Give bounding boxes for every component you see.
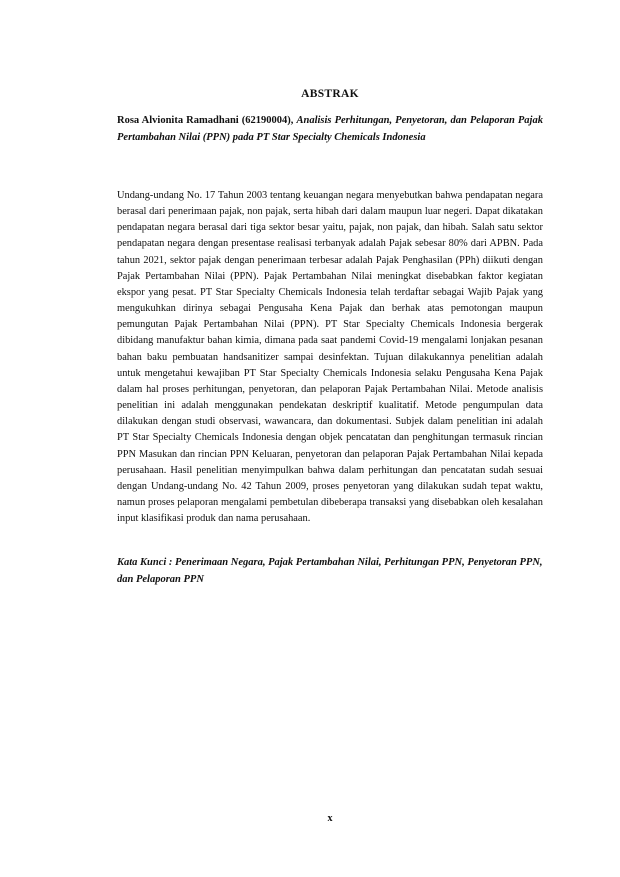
thesis-title: Analisis Perhitungan, Penyetoran, dan Pelaporan Pajak Pertambahan Nilai (PPN) pada PT Star Specialty Chemicals Indonesia: [117, 115, 543, 143]
author-name: Rosa Alvionita Ramadhani (62190004),: [117, 115, 297, 126]
abstract-body: Undang-undang No. 17 Tahun 2003 tentang keuangan negara menyebutkan bahwa pendapatan negara berasal dari penerimaan pajak, non pajak, serta hibah dari dalam maupun luar negeri. Dapat dikatakan pendapatan negara berasal dari tiga sektor besar yaitu, pajak, non pajak, dan hibah. Salah satu sektor pendapatan negara dengan presentase realisasi terbanyak adalah Pajak sebesar 80% dari APBN. Pada tahun 2021, sektor pajak dengan penerimaan terbesar adalah Pajak Penghasilan (PPh) diikuti dengan Pajak Pertambahan Nilai (PPN). Pajak Pertambahan Nilai meningkat disebabkan faktor kegiatan ekspor yang pesat. PT Star Specialty Chemicals Indonesia telah terdaftar sebagai Wajib Pajak yang mengukuhkan dirinya sebagai Pengusaha Kena Pajak dan berhak atas pemotongan maupun pemungutan Pajak Pertambahan Nilai (PPN). PT Star Specialty Chemicals Indonesia bergerak dibidang manufaktur bahan kimia, dimana pada saat pandemi Covid-19 mengalami lonjakan pesanan bahan baku pembuatan handsanitizer sampai desinfektan. Tujuan dilakukannya penelitian adalah untuk mengetahui kewajiban PT Star Specialty Chemicals Indonesia selaku Pengusaha Kena Pajak dalam hal proses perhitungan, penyetoran, dan pelaporan Pajak Pertambahan Nilai. Metode analisis penelitian ini adalah menggunakan pendekatan deskriptif kualitatif. Metode pengumpulan data dilakukan dengan studi observasi, wawancara, dan dokumentasi. Subjek dalam penelitian ini adalah PT Star Specialty Chemicals Indonesia dengan objek pencatatan dan penghitungan termasuk rincian PPN Masukan dan rincian PPN Keluaran, penyetoran dan pelaporan Pajak Pertambahan Nilai kepada perusahaan. Hasil penelitian menyimpulkan bahwa dalam perhitungan dan pencatatan sudah sesuai dengan Undang-undang No. 42 Tahun 2009, proses penyetoran yang dilakukan sudah tepat waktu, namun proses pelaporan mengalami pembetulan dibeberapa transaksi yang disebabkan oleh kesalahan input klasifikasi produk dan nama perusahaan.: [117, 190, 543, 525]
abstract-heading: ABSTRAK: [301, 88, 359, 100]
page-number: x: [327, 813, 333, 824]
keywords: Kata Kunci : Penerimaan Negara, Pajak Pertambahan Nilai, Perhitungan PPN, Penyetoran PPN, dan Pelaporan PPN: [117, 557, 543, 585]
author-title-block: [117, 113, 543, 146]
